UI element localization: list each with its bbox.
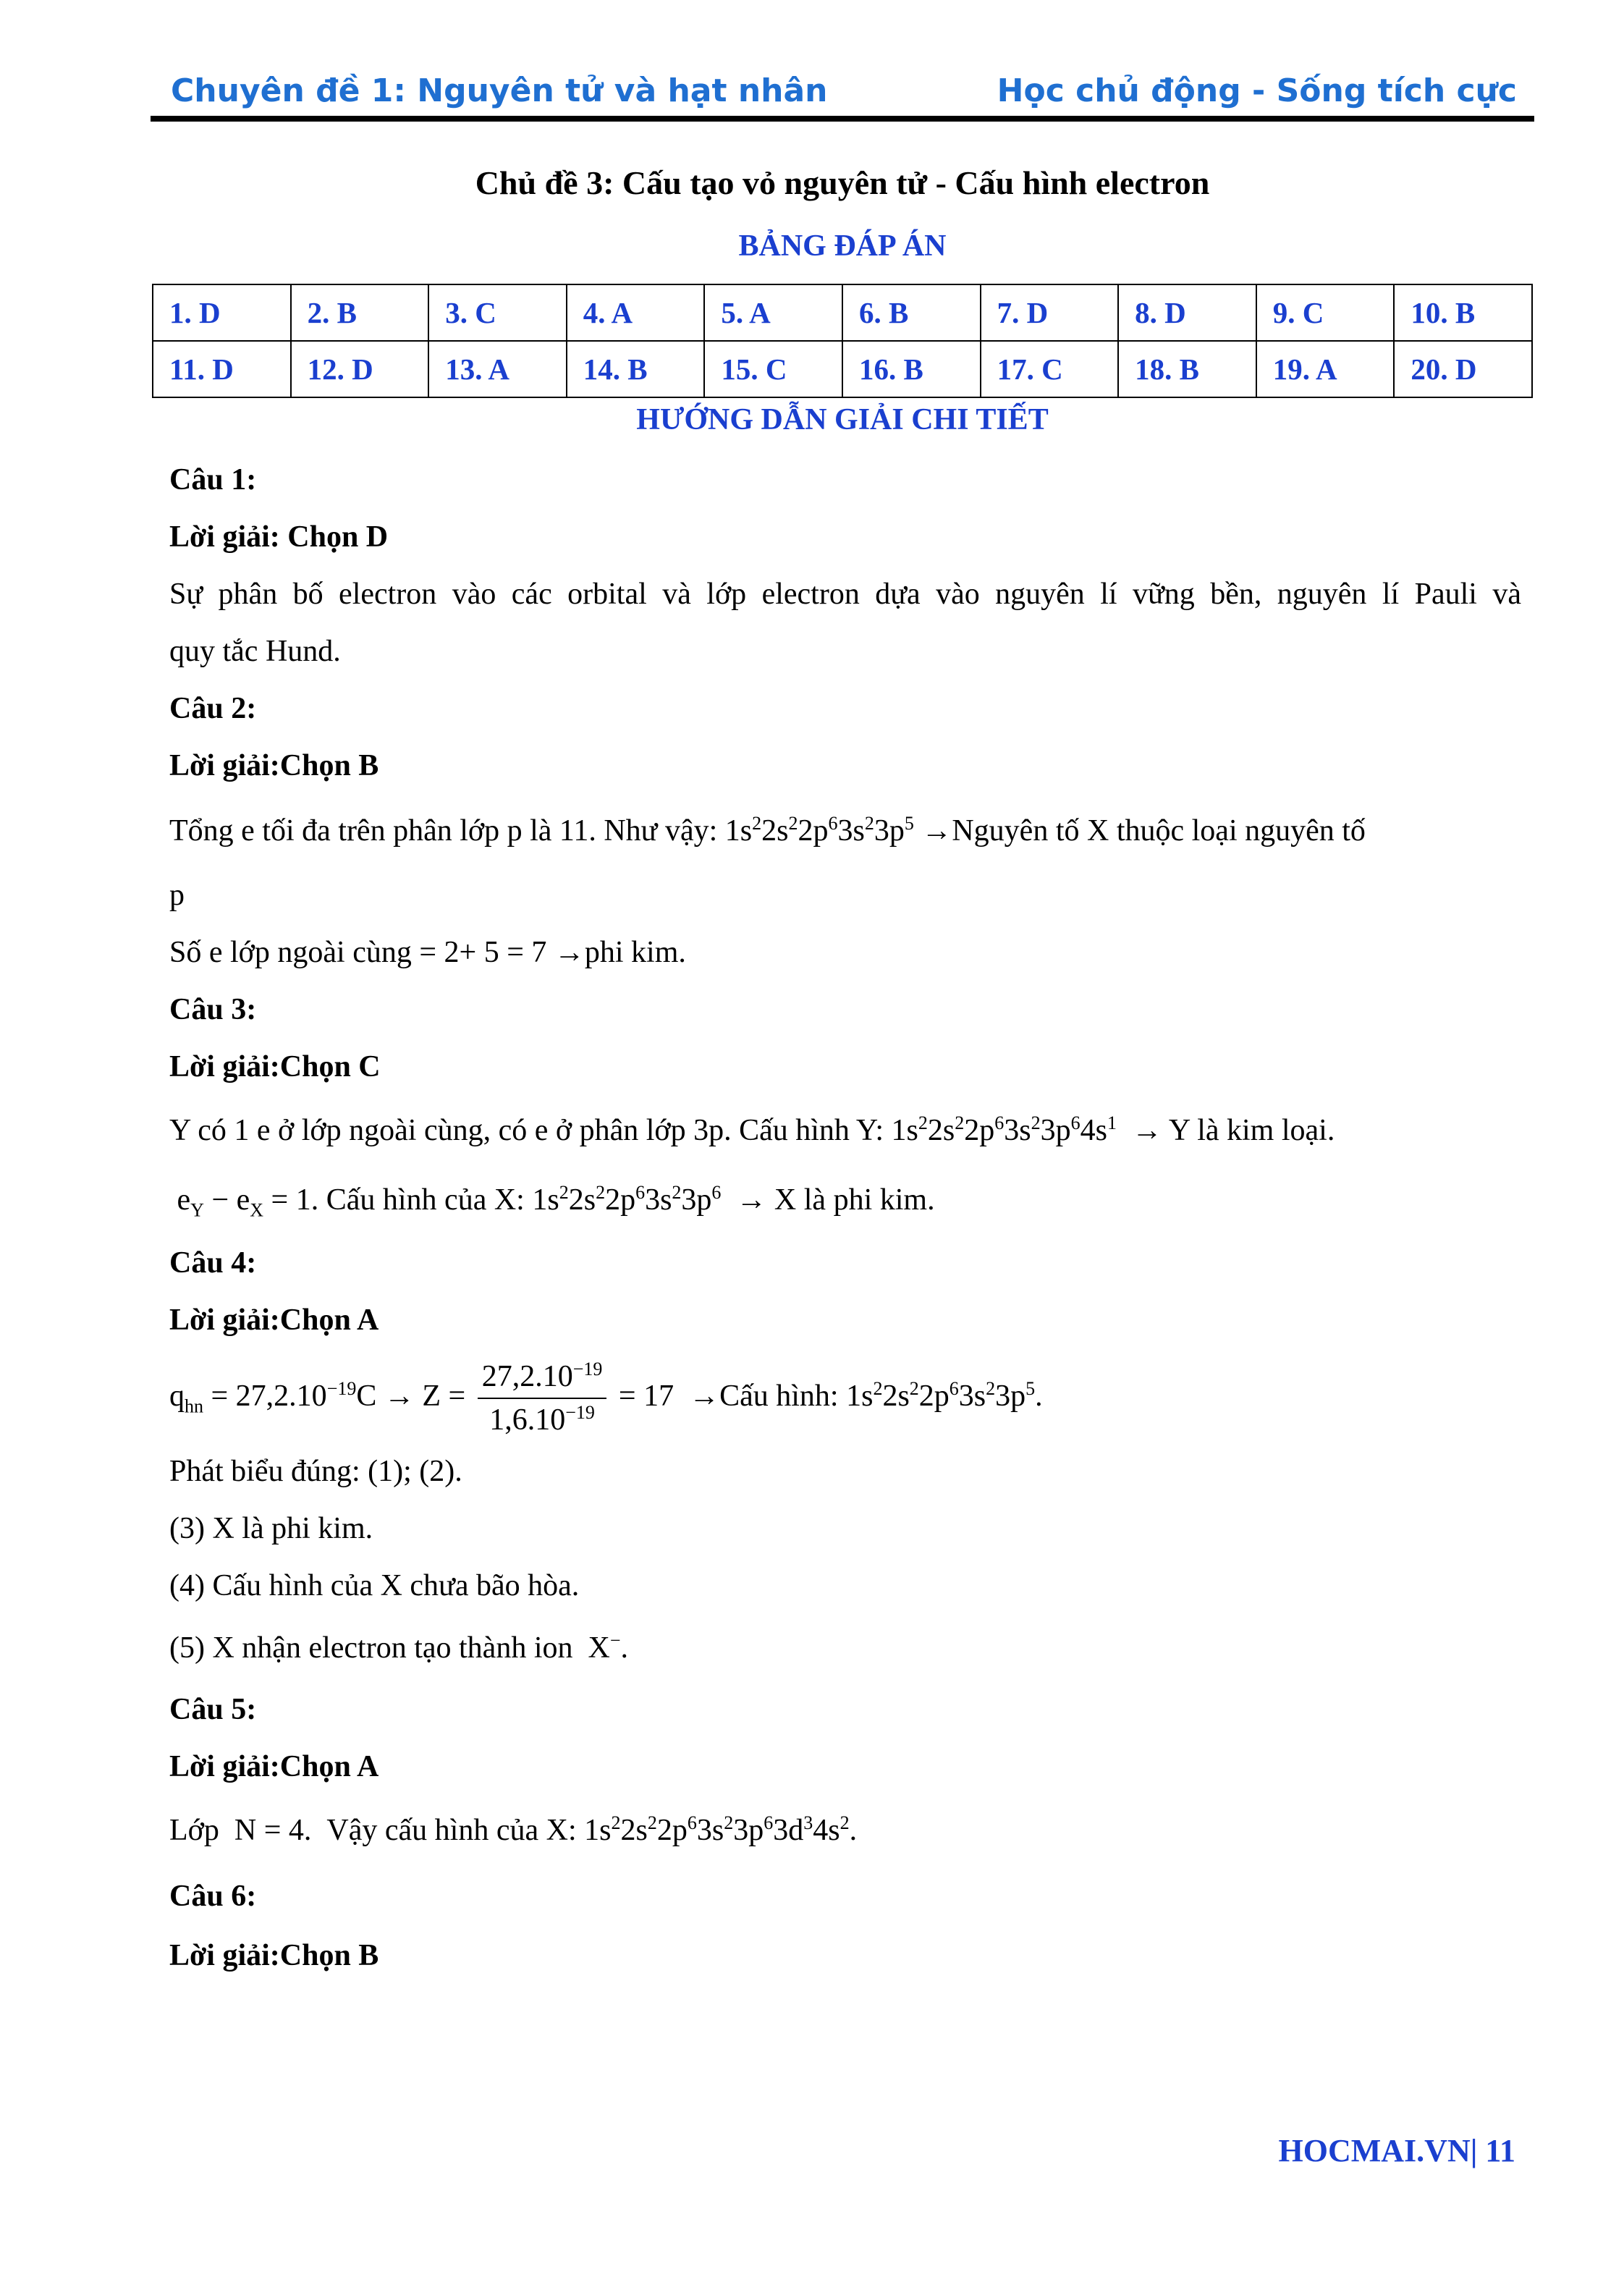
answer-cell: 8. D [1118, 284, 1256, 341]
header-divider [151, 116, 1534, 122]
answer-cell: 15. C [704, 341, 842, 397]
answer-cell: 16. B [842, 341, 981, 397]
question-title: Câu 6: [169, 1880, 257, 1913]
solution-text: $e_Y - e_X = 1$. Cấu hình của X: $1s^22s^22p^63s^23p^6 \to X$ là phi kim. [169, 1182, 935, 1221]
question-answer: Lời giải:Chọn C [169, 1050, 381, 1083]
question-title: Câu 1: [169, 463, 257, 497]
answer-cell: 11. D [153, 341, 291, 397]
formula-line: $q_{hn} = 27,2.10^{-19}C \to Z$ = $\frac{27,2.10^{-19}}{1,6.10^{-19}}$ = 17 →Cấu hình: $1s^22s^22p^63s^23p^5$. [169, 1349, 1521, 1443]
answer-cell: 9. C [1256, 284, 1395, 341]
question-answer: Lời giải:Chọn A [169, 1750, 379, 1783]
page-footer: HOCMAI.VN| 11 [1278, 2133, 1515, 2168]
solutions-body [169, 452, 1521, 1985]
answer-cell: 3. C [428, 284, 567, 341]
guide-heading: HƯỚNG DẪN GIẢI CHI TIẾT [636, 403, 1049, 436]
question-answer: Lời giải: Chọn D [169, 520, 389, 554]
header-topic: Chuyên đề 1: Nguyên tử và hạt nhân [171, 72, 828, 109]
answer-cell: 20. D [1394, 341, 1532, 397]
header-slogan: Học chủ động - Sống tích cực [997, 72, 1517, 109]
answer-cell: 17. C [981, 341, 1119, 397]
answer-cell: 19. A [1256, 341, 1395, 397]
answer-cell: 13. A [428, 341, 567, 397]
solution-text: Lớp N = 4. Vậy cấu hình của X: $1s^22s^22p^63s^23p^63d^34s^2$. [169, 1812, 858, 1847]
document-title: Chủ đề 3: Cấu tạo vỏ nguyên tử - Cấu hình electron [475, 164, 1210, 201]
answer-row [153, 284, 1532, 341]
answer-cell: 6. B [842, 284, 981, 341]
answer-cell: 1. D [153, 284, 291, 341]
solution-text: p [169, 879, 185, 912]
answer-cell: 7. D [981, 284, 1119, 341]
solution-text: (5) X nhận electron tạo thành ion X−. [169, 1630, 628, 1665]
answer-table [152, 284, 1533, 398]
question-title: Câu 4: [169, 1246, 257, 1280]
solution-text: Phát biểu đúng: (1); (2). [169, 1455, 462, 1488]
fraction: $\frac{27,2.10^{-19}}{1,6.10^{-19}}$ [478, 1359, 607, 1439]
answer-cell: 4. A [567, 284, 705, 341]
answer-cell: 12. D [291, 341, 429, 397]
answer-cell: 18. B [1118, 341, 1256, 397]
solution-text: Sự phân bố electron vào các orbital và lớp electron dựa vào nguyên lí vững bền, nguyên lí Pauli và [169, 578, 1521, 611]
question-answer: Lời giải:Chọn B [169, 1939, 379, 1972]
solution-text: Y có 1 e ở lớp ngoài cùng, có e ở phân lớp 3p. Cấu hình Y: $1s^22s^22p^63s^23p^64s^1 \to Y$ là kim loại. [169, 1112, 1335, 1147]
solution-text: quy tắc Hund. [169, 635, 341, 668]
answer-cell: 5. A [704, 284, 842, 341]
answer-row [153, 341, 1532, 397]
solution-text: Tổng e tối đa trên phân lớp p là 11. Như vậy: $1s^22s^22p^63s^23p^5$ →Nguyên tố X thuộc loại nguyên tố [169, 813, 1366, 848]
question-title: Câu 3: [169, 993, 257, 1026]
solution-text: (3) X là phi kim. [169, 1512, 373, 1545]
question-title: Câu 2: [169, 692, 257, 725]
solution-text: (4) Cấu hình của X chưa bão hòa. [169, 1569, 580, 1602]
solution-text: Số e lớp ngoài cùng = 2+ 5 = 7 →phi kim. [169, 936, 686, 969]
answer-cell: 10. B [1394, 284, 1532, 341]
answer-cell: 14. B [567, 341, 705, 397]
answer-table-heading: BẢNG ĐÁP ÁN [738, 229, 947, 263]
answer-cell: 2. B [291, 284, 429, 341]
question-title: Câu 5: [169, 1693, 257, 1726]
question-answer: Lời giải:Chọn A [169, 1303, 379, 1337]
question-answer: Lời giải:Chọn B [169, 749, 379, 782]
